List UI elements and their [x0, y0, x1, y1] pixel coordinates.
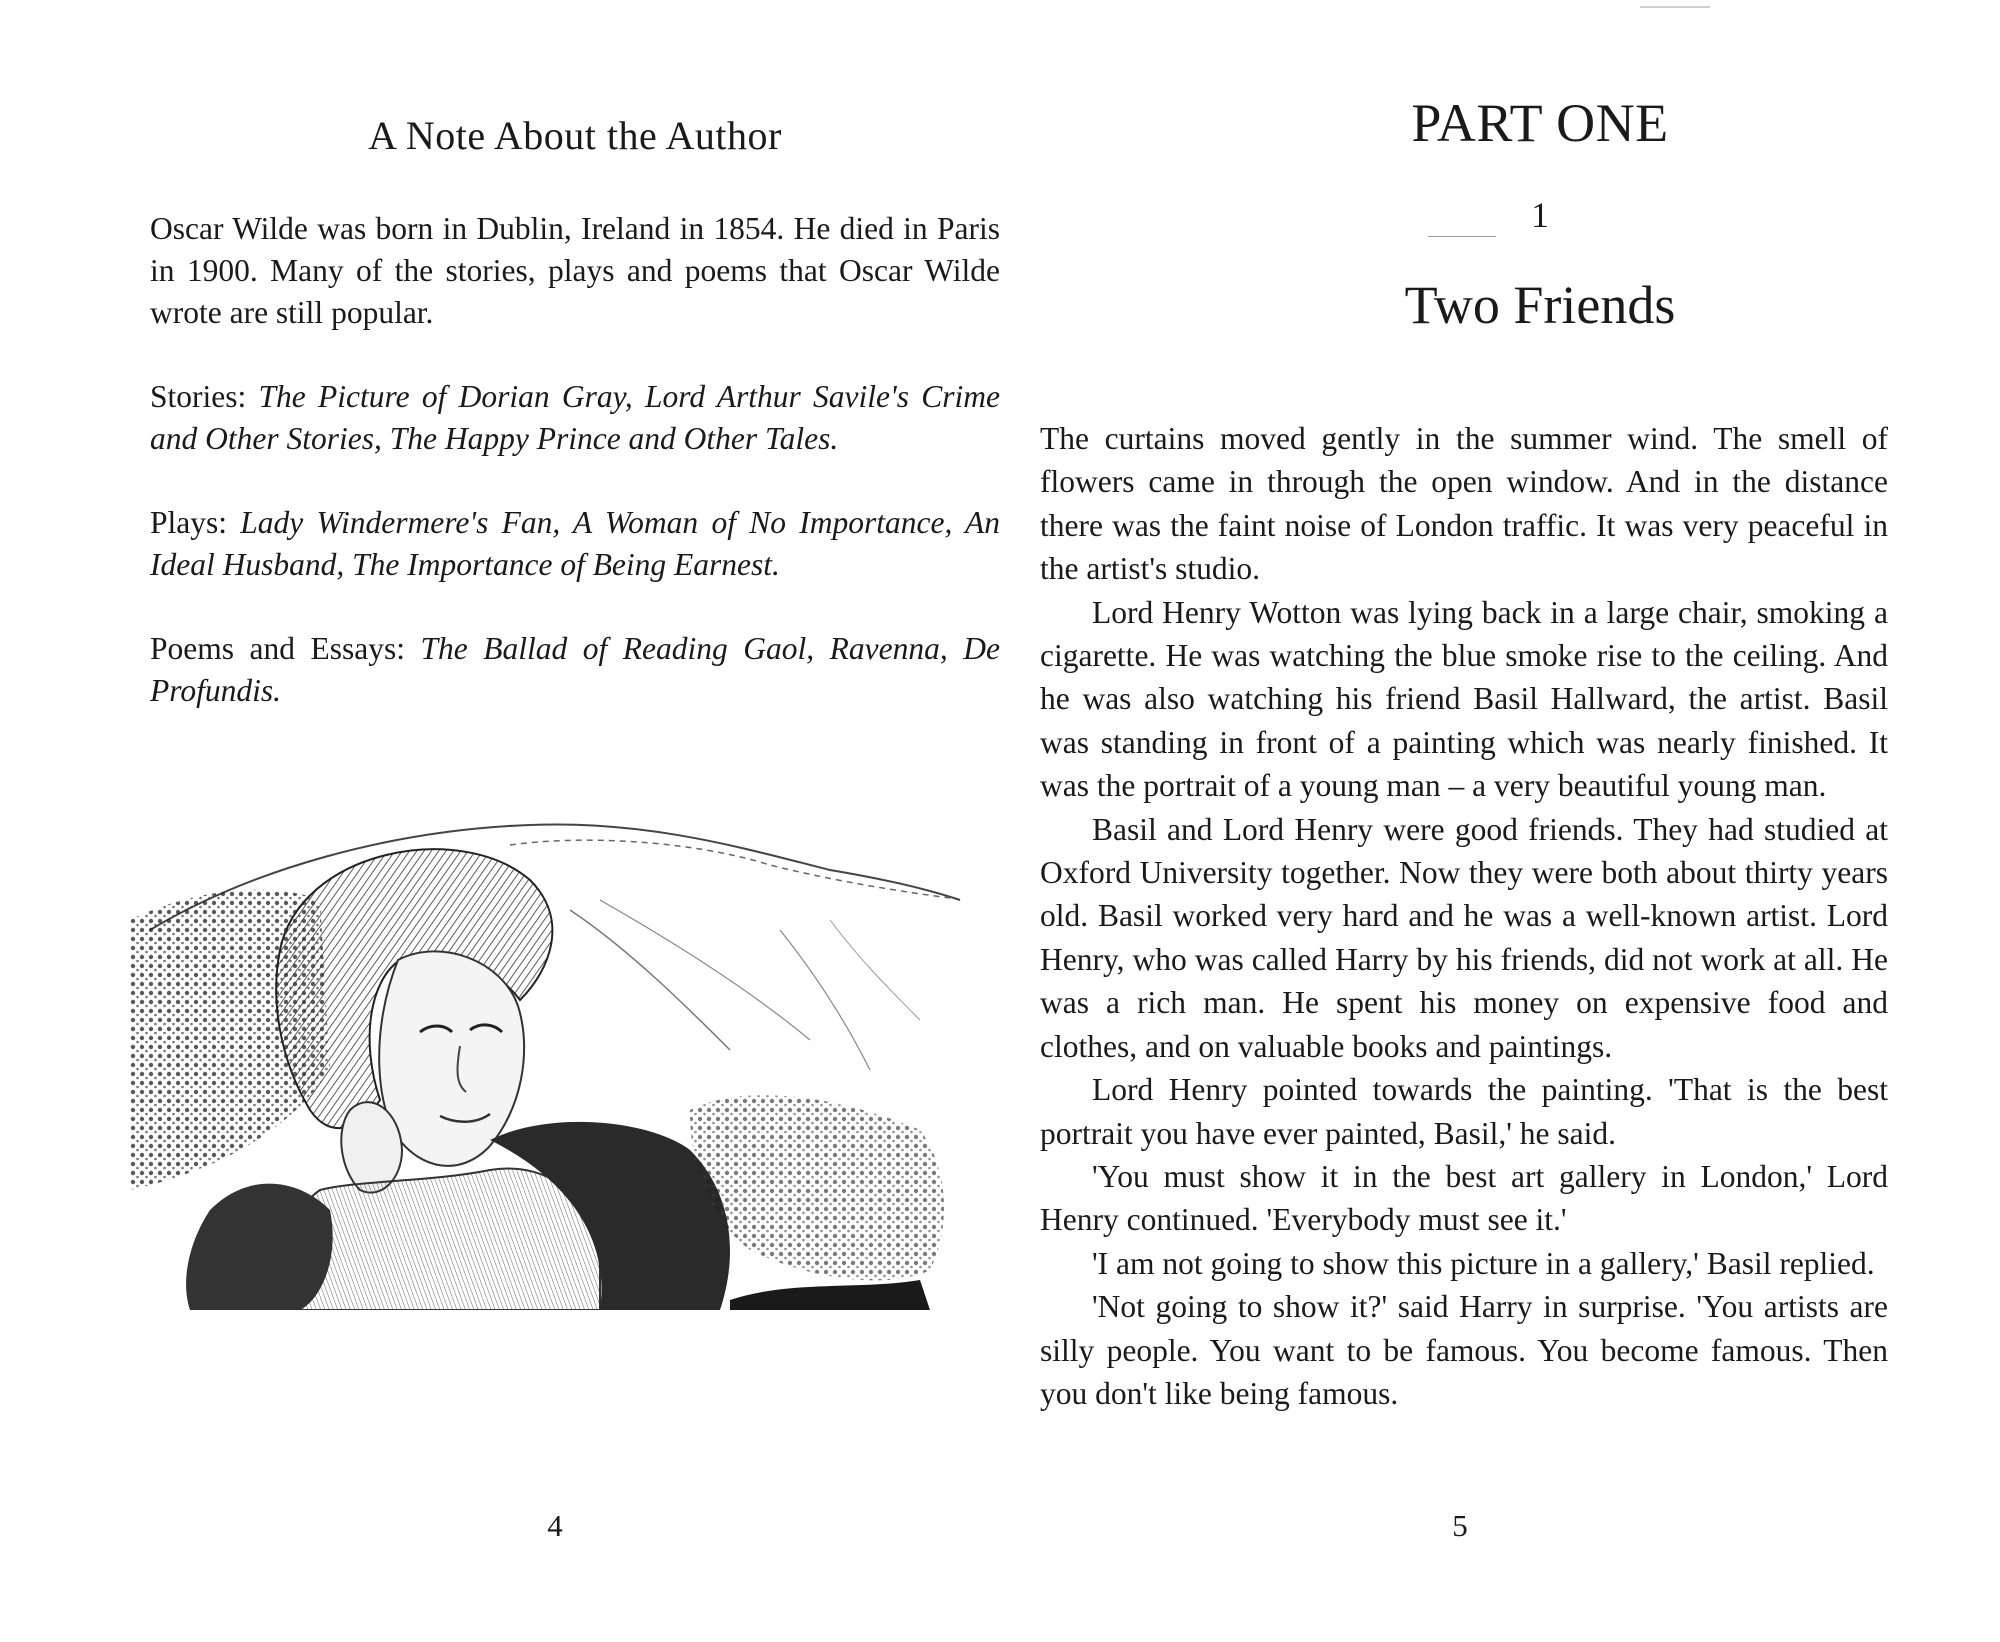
- chapter-text: [1040, 417, 1888, 1415]
- poems-list: [150, 628, 1000, 712]
- page-number-right: 5: [1452, 1508, 1468, 1543]
- part-heading: PART ONE: [1411, 93, 1669, 153]
- author-bio: Oscar Wilde was born in Dublin, Ireland in 1854. He died in Paris in 1900. Many of the stories, plays and poems that Oscar Wilde wrote are still popular.: [150, 211, 1000, 330]
- chapter-number: 1: [1531, 195, 1549, 235]
- paragraph: Lord Henry pointed towards the painting. 'That is the best portrait you have ever painted, Basil,' he said.: [1040, 1072, 1888, 1151]
- stories-titles: The Picture of Dorian Gray, Lord Arthur Savile's Crime and Other Stories, The Happy Prince and Other Tales.: [150, 379, 1000, 456]
- page-number-left: 4: [547, 1508, 563, 1543]
- poems-titles: The Ballad of Reading Gaol, Ravenna, De Profundis.: [150, 631, 1000, 708]
- stories-list: [150, 376, 1000, 460]
- paragraph: The curtains moved gently in the summer wind. The smell of flowers came in through the open window. And in the distance there was the faint noise of London traffic. It was very peaceful in the artist's studio.: [1040, 421, 1888, 587]
- paragraph: Lord Henry Wotton was lying back in a large chair, smoking a cigarette. He was watching the blue smoke rise to the ceiling. And he was also watching his friend Basil Hallward, the artist. Basil was standing in front of a painting which was nearly finished. It was the portrait of a young man – a very beautiful young man.: [1040, 594, 1888, 804]
- chapter-rule: [1428, 236, 1496, 237]
- plays-label: Plays:: [150, 505, 241, 540]
- paragraph: 'I am not going to show this picture in a gallery,' Basil replied.: [1092, 1245, 1875, 1281]
- right-page: [1000, 0, 2000, 1642]
- page-edge-mark: [1640, 6, 1710, 8]
- paragraph: 'You must show it in the best art gallery in London,' Lord Henry continued. 'Everybody must see it.': [1040, 1158, 1888, 1238]
- plays-list: [150, 502, 1000, 586]
- paragraph: 'Not going to show it?' said Harry in surprise. 'You artists are silly people. You want to be famous. You become famous. Then you don't like being famous.: [1040, 1289, 1888, 1411]
- paragraph: Basil and Lord Henry were good friends. They had studied at Oxford University together. Now they were both about thirty years old. Basil worked very hard and he was a well-known artist. Lord Henry, who was called Harry by his friends, did not work at all. He was a rich man. He spent his money on expensive food and clothes, and on valuable books and paintings.: [1040, 811, 1888, 1064]
- author-note-body: [150, 208, 1000, 754]
- poems-label: Poems and Essays:: [150, 631, 421, 666]
- author-portrait-illustration: [130, 810, 970, 1310]
- stories-label: Stories:: [150, 379, 259, 414]
- author-note-heading: A Note About the Author: [368, 113, 782, 158]
- plays-titles: Lady Windermere's Fan, A Woman of No Importance, An Ideal Husband, The Importance of Being Earnest.: [150, 505, 1001, 582]
- chapter-title: Two Friends: [1404, 275, 1676, 335]
